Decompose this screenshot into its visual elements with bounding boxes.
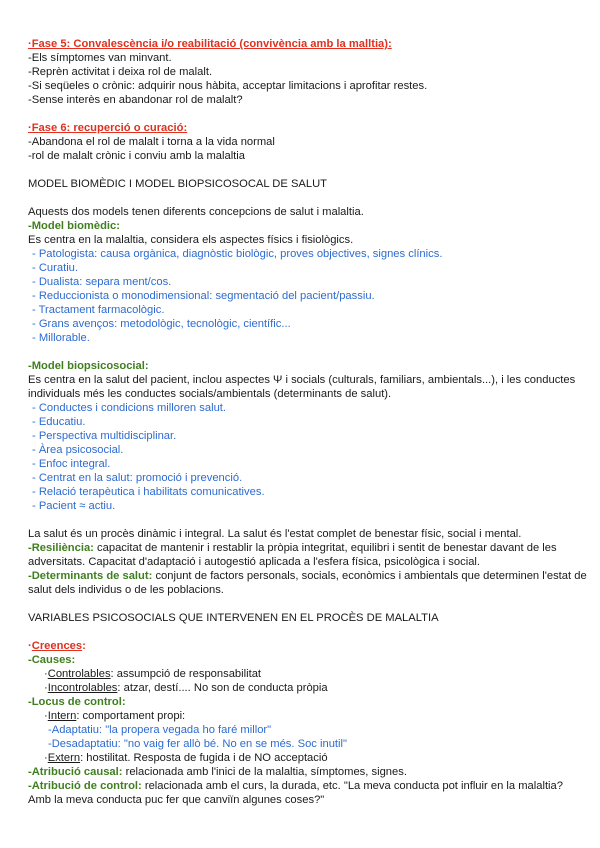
fase5-line: -Si seqüeles o crònic: adquirir nous hàbita, acceptar limitacions i aprofitar restes. xyxy=(28,80,428,92)
atribucio-control-paragraph xyxy=(28,779,588,807)
biomedic-item: - Tractament farmacològic. xyxy=(32,304,165,316)
biopsicosocial-item: - Centrat en la salut: promoció i prevenció. xyxy=(32,472,243,484)
fase5-line: -Reprèn activitat i deixa rol de malalt. xyxy=(28,66,213,78)
biomedic-item: - Patologista: causa orgànica, diagnòstic biològic, proves objectives, signes clínics. xyxy=(32,248,443,260)
variables-title: VARIABLES PSICOSOCIALS QUE INTERVENEN EN EL PROCÈS DE MALALTIA xyxy=(28,612,439,624)
models-title: MODEL BIOMÈDIC I MODEL BIOPSICOSOCAL DE SALUT xyxy=(28,178,328,190)
atribucio-control-label: -Atribució de control: xyxy=(28,780,142,792)
biopsicosocial-description: Es centra en la salut del pacient, inclou aspectes Ψ i socials (culturals, familiars, ambientals...), i les conductes individuals més les conductes socials/ambientals (determinants de salut). xyxy=(28,374,576,400)
creences-heading xyxy=(28,639,588,653)
controlables-text: : assumpció de responsabilitat xyxy=(110,668,262,680)
atribucio-causal-label: -Atribució causal: xyxy=(28,766,123,778)
biopsicosocial-item: - Pacient ≈ actiu. xyxy=(32,500,116,512)
determinants-text: conjunt de factors personals, socials, econòmics i ambientals que determinen l'estat de salut dels individus o de les poblacions. xyxy=(28,570,587,596)
extern-line xyxy=(28,751,588,765)
incontrolables-label: Incontrolables xyxy=(47,682,118,694)
biomedic-description: Es centra en la malaltia, considera els aspectes físics i fisiològics. xyxy=(28,234,354,246)
models-intro: Aquests dos models tenen diferents concepcions de salut i malaltia. xyxy=(28,206,364,218)
resiliencia-text: capacitat de mantenir i restablir la pròpia integritat, equilibri i sentit de benestar davant de les adversitats. Capacitat d'adaptació i autogestió aplicada a l'esfera física, psicològica i social. xyxy=(28,542,557,568)
biopsicosocial-heading: -Model biopsicosocial: xyxy=(28,360,149,372)
fase5-line: -Sense interès en abandonar rol de malalt? xyxy=(28,94,243,106)
fase6-heading: ·Fase 6: recuperció o curació: xyxy=(28,122,188,134)
determinants-paragraph xyxy=(28,569,588,597)
biomedic-item: - Curatiu. xyxy=(32,262,79,274)
intern-label: Intern xyxy=(47,710,77,722)
salut-text: La salut és un procès dinàmic i integral. La salut és l'estat complet de benestar físic, social i mental. xyxy=(28,528,522,540)
biopsicosocial-item: - Relació terapèutica i habilitats comunicatives. xyxy=(32,486,265,498)
controlables-line xyxy=(28,667,588,681)
extern-prefix: · xyxy=(44,752,48,764)
atribucio-causal-line xyxy=(28,765,588,779)
extern-label: Extern xyxy=(47,752,81,764)
biopsicosocial-item: - Educatiu. xyxy=(32,416,86,428)
incontrolables-prefix: · xyxy=(44,682,48,694)
causes-heading: -Causes: xyxy=(28,654,76,666)
biomedic-item: - Reduccionista o monodimensional: segmentació del pacient/passiu. xyxy=(32,290,375,302)
biopsicosocial-item: - Enfoc integral. xyxy=(32,458,111,470)
biomedic-item: - Dualista: separa ment/cos. xyxy=(32,276,172,288)
intern-line xyxy=(28,709,588,723)
biomedic-item: - Millorable. xyxy=(32,332,90,344)
biopsicosocial-item: - Perspectiva multidisciplinar. xyxy=(32,430,177,442)
creences-colon: : xyxy=(82,640,86,652)
biopsicosocial-item: - Conductes i condicions milloren salut. xyxy=(32,402,227,414)
biomedic-heading: -Model biomèdic: xyxy=(28,220,120,232)
resiliencia-label: -Resiliència: xyxy=(28,542,94,554)
biopsicosocial-item: - Àrea psicosocial. xyxy=(32,444,124,456)
atribucio-causal-text: relacionada amb l'inici de la malaltia, símptomes, signes. xyxy=(122,766,407,778)
extern-text: : hostilitat. Resposta de fugida i de NO acceptació xyxy=(80,752,328,764)
intern-prefix: · xyxy=(44,710,48,722)
fase5-line: -Els símptomes van minvant. xyxy=(28,52,172,64)
fase6-line: -rol de malalt crònic i conviu amb la malaltia xyxy=(28,150,245,162)
controlables-label: Controlables xyxy=(47,668,111,680)
incontrolables-line xyxy=(28,681,588,695)
creences-label: Creences xyxy=(31,640,83,652)
determinants-label: -Determinants de salut: xyxy=(28,570,153,582)
incontrolables-text: : atzar, destí.... No son de conducta pròpia xyxy=(117,682,328,694)
fase5-heading: ·Fase 5: Convalescència i/o reabilitació (convivència amb la malltia): xyxy=(28,38,392,50)
desadaptatiu-line: -Desadaptatiu: "no vaig fer allò bé. No en se més. Soc inutil" xyxy=(48,738,347,750)
fase6-line: -Abandona el rol de malalt i torna a la vida normal xyxy=(28,136,275,148)
intern-text: : comportament propi: xyxy=(76,710,186,722)
atribucio-control-text: relacionada amb el curs, la durada, etc. "La meva conducta pot influir en la malaltia? Amb la meva conducta puc fer que canviïn algunes coses?" xyxy=(28,780,563,806)
creences-dot: · xyxy=(28,640,32,652)
locus-heading: -Locus de control: xyxy=(28,696,126,708)
controlables-prefix: · xyxy=(44,668,48,680)
biomedic-item: - Grans avenços: metodològic, tecnològic, científic... xyxy=(32,318,291,330)
adaptatiu-line: -Adaptatiu: "la propera vegada ho faré millor" xyxy=(48,724,272,736)
document-page xyxy=(28,37,588,807)
resiliencia-paragraph xyxy=(28,541,588,569)
